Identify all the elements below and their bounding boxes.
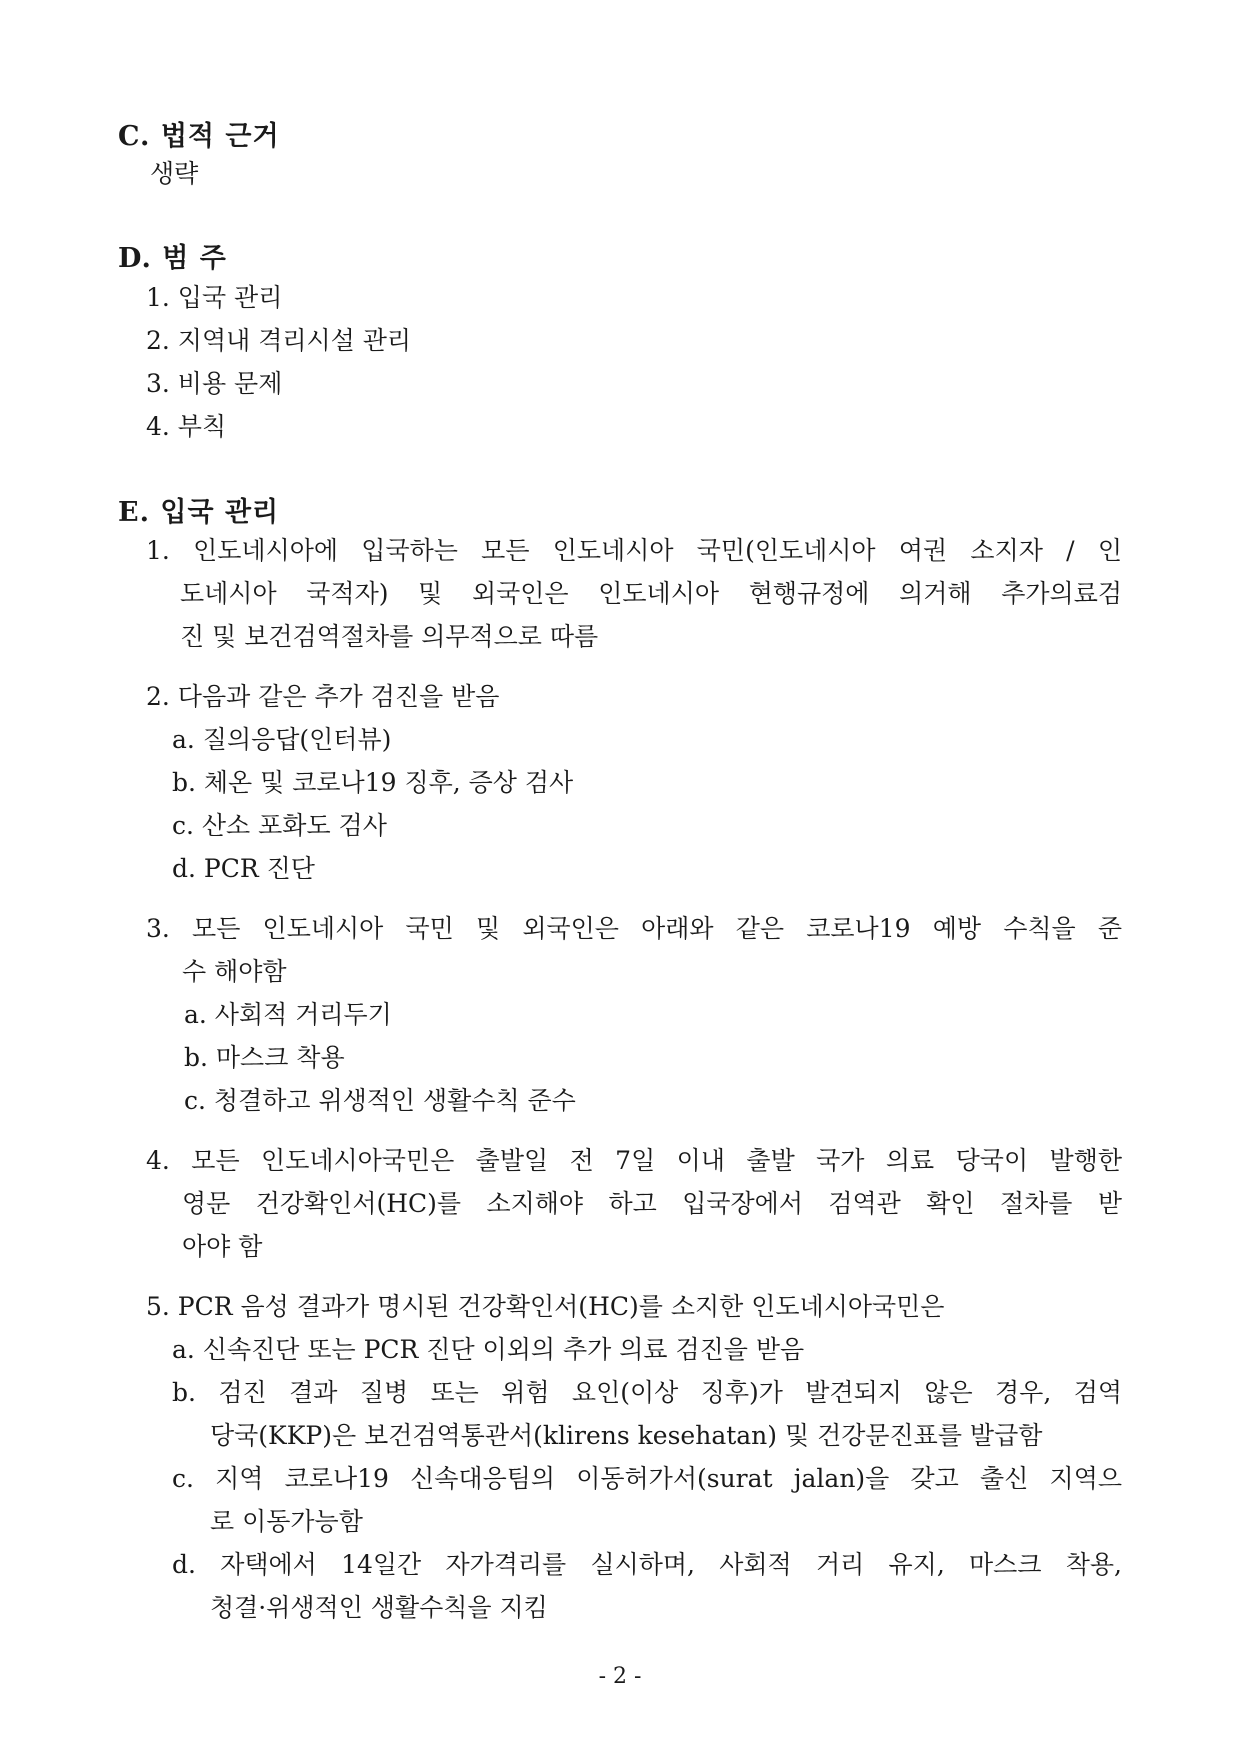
list-item: b. 체온 및 코로나19 징후, 증상 검사 xyxy=(172,768,574,797)
paragraph-line: 도네시아 국적자) 및 외국인은 인도네시아 현행규정에 의거해 추가의료검 xyxy=(180,579,1122,608)
page-number: - 2 - xyxy=(598,1664,642,1689)
section-d-item: 2. 지역내 격리시설 관리 xyxy=(146,326,412,355)
paragraph-line: 4. 모든 인도네시아국민은 출발일 전 7일 이내 출발 국가 의료 당국이 발행한 xyxy=(146,1146,1122,1175)
list-item: c. 청결하고 위생적인 생활수칙 준수 xyxy=(184,1086,576,1115)
section-e-heading: E. 입국 관리 xyxy=(118,497,280,528)
list-item: b. 마스크 착용 xyxy=(184,1043,345,1072)
list-item: b. 검진 결과 질병 또는 위험 요인(이상 징후)가 발견되지 않은 경우, 검역 xyxy=(172,1378,1122,1407)
list-item: c. 산소 포화도 검사 xyxy=(172,811,387,840)
section-c-heading: C. 법적 근거 xyxy=(118,121,280,152)
section-d-item: 4. 부칙 xyxy=(146,412,227,441)
list-item-continuation: 당국(KKP)은 보건검역통관서(klirens kesehatan) 및 건강문진표를 발급함 xyxy=(210,1421,1043,1450)
paragraph-line: 1. 인도네시아에 입국하는 모든 인도네시아 국민(인도네시아 여권 소지자 / 인 xyxy=(146,536,1122,565)
list-item: a. 신속진단 또는 PCR 진단 이외의 추가 의료 검진을 받음 xyxy=(172,1335,805,1364)
list-item-continuation: 청결·위생적인 생활수칙을 지킴 xyxy=(210,1593,548,1622)
paragraph-line: 진 및 보건검역절차를 의무적으로 따름 xyxy=(180,622,599,651)
paragraph-lead: 5. PCR 음성 결과가 명시된 건강확인서(HC)를 소지한 인도네시아국민은 xyxy=(146,1292,945,1321)
paragraph-line: 3. 모든 인도네시아 국민 및 외국인은 아래와 같은 코로나19 예방 수칙을 준 xyxy=(146,914,1122,943)
list-item-continuation: 로 이동가능함 xyxy=(210,1507,363,1536)
list-item: a. 사회적 거리두기 xyxy=(184,1000,392,1029)
paragraph-line: 아야 함 xyxy=(182,1232,263,1261)
list-item: d. 자택에서 14일간 자가격리를 실시하며, 사회적 거리 유지, 마스크 착용, xyxy=(172,1550,1122,1579)
section-d-item: 3. 비용 문제 xyxy=(146,369,283,398)
paragraph-lead: 2. 다음과 같은 추가 검진을 받음 xyxy=(146,682,500,711)
list-item: a. 질의응답(인터뷰) xyxy=(172,725,392,754)
section-d-item: 1. 입국 관리 xyxy=(146,283,283,312)
section-d-heading: D. 범 주 xyxy=(118,243,227,274)
list-item: c. 지역 코로나19 신속대응팀의 이동허가서(surat jalan)을 갖고 출신 지역으 xyxy=(172,1464,1122,1493)
section-c-body: 생략 xyxy=(150,159,199,188)
list-item: d. PCR 진단 xyxy=(172,854,315,883)
paragraph-line: 영문 건강확인서(HC)를 소지해야 하고 입국장에서 검역관 확인 절차를 받 xyxy=(182,1189,1122,1218)
paragraph-line: 수 해야함 xyxy=(182,957,287,986)
